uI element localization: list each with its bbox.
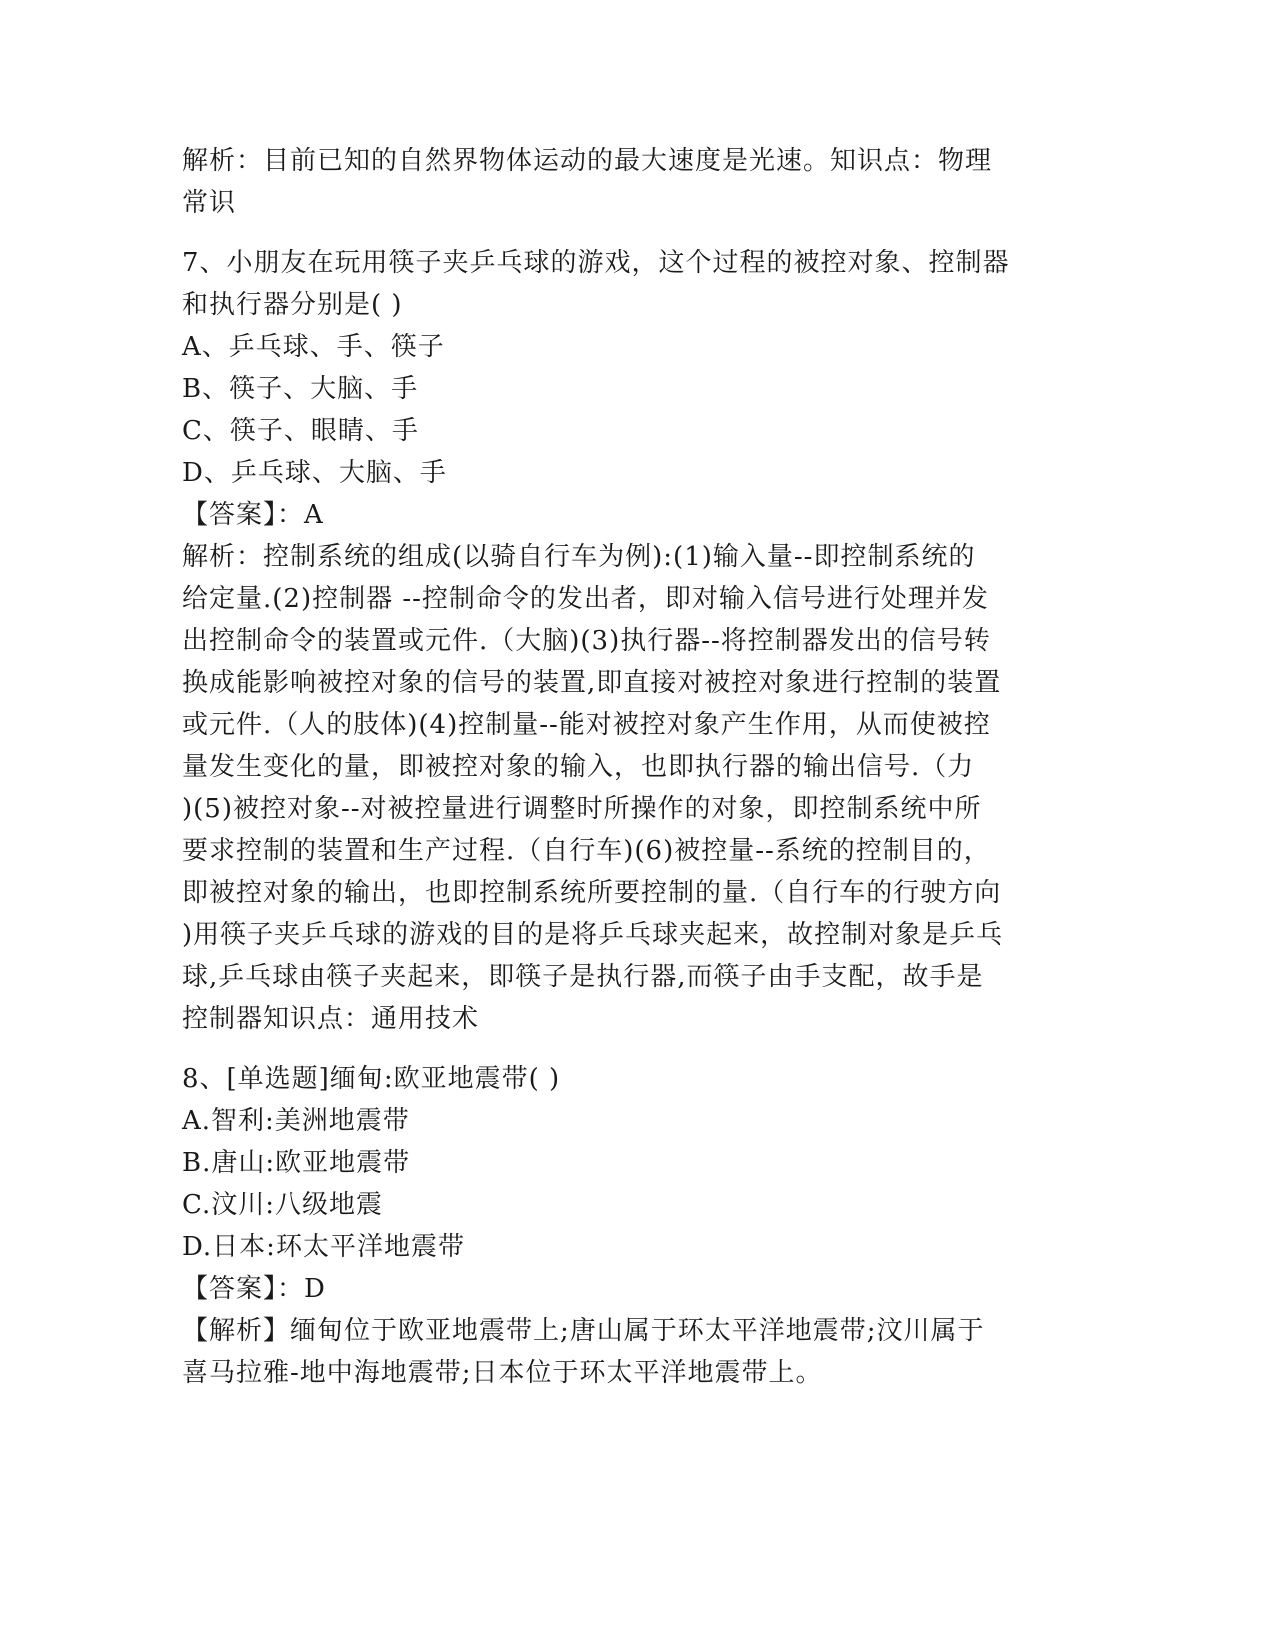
analysis-line: 给定量.(2)控制器 --控制命令的发出者，即对输入信号进行处理并发: [182, 584, 989, 614]
analysis-line: 【解析】缅甸位于欧亚地震带上;唐山属于环太平洋地震带;汶川属于: [182, 1316, 985, 1346]
answer-line: 【答案】：D: [182, 1274, 326, 1304]
question-text: 7、小朋友在玩用筷子夹乒乓球的游戏，这个过程的被控对象、控制器: [182, 248, 1010, 278]
analysis-line: 换成能影响被控对象的信号的装置,即直接对被控对象进行控制的装置: [182, 668, 1002, 698]
q6-analysis: [182, 140, 1062, 224]
question-7: [182, 242, 1062, 1040]
analysis-line: 或元件.（人的肢体)(4)控制量--能对被控对象产生作用，从而使被控: [182, 710, 991, 740]
answer-line: 【答案】：A: [182, 500, 324, 530]
option-c: C、筷子、眼睛、手: [182, 416, 419, 446]
analysis-line: 量发生变化的量，即被控对象的输入，也即执行器的输出信号.（力: [182, 752, 975, 782]
analysis-line: )(5)被控对象--对被控量进行调整时所操作的对象，即控制系统中所: [182, 794, 982, 824]
question-text: 和执行器分别是( ): [182, 290, 403, 320]
analysis-line: 常识: [182, 188, 237, 218]
option-d: D.日本:环太平洋地震带: [182, 1232, 465, 1262]
question-text: 8、[单选题]缅甸:欧亚地震带( ): [182, 1064, 561, 1094]
analysis-line: 控制器知识点：通用技术: [182, 1004, 480, 1034]
analysis-line: 喜马拉雅-地中海地震带;日本位于环太平洋地震带上。: [182, 1358, 823, 1388]
analysis-line: 出控制命令的装置或元件.（大脑)(3)执行器--将控制器发出的信号转: [182, 626, 991, 656]
analysis-line: 即被控对象的输出，也即控制系统所要控制的量.（自行车的行驶方向: [182, 878, 1002, 908]
document-page: [182, 140, 1062, 1394]
option-a: A、乒乓球、手、筷子: [182, 332, 445, 362]
question-8: [182, 1058, 1062, 1394]
option-d: D、乒乓球、大脑、手: [182, 458, 447, 488]
option-b: B、筷子、大脑、手: [182, 374, 419, 404]
analysis-line: )用筷子夹乒乓球的游戏的目的是将乒乓球夹起来，故控制对象是乒乓: [182, 920, 1004, 950]
option-b: B.唐山:欧亚地震带: [182, 1148, 411, 1178]
analysis-line: 球,乒乓球由筷子夹起来，即筷子是执行器,而筷子由手支配，故手是: [182, 962, 984, 992]
analysis-line: 要求控制的装置和生产过程.（自行车)(6)被控量--系统的控制目的，: [182, 836, 991, 866]
option-a: A.智利:美洲地震带: [182, 1106, 410, 1136]
analysis-line: 解析：控制系统的组成(以骑自行车为例):(1)输入量--即控制系统的: [182, 542, 976, 572]
analysis-line: 解析：目前已知的自然界物体运动的最大速度是光速。知识点：物理: [182, 146, 993, 176]
option-c: C.汶川:八级地震: [182, 1190, 383, 1220]
